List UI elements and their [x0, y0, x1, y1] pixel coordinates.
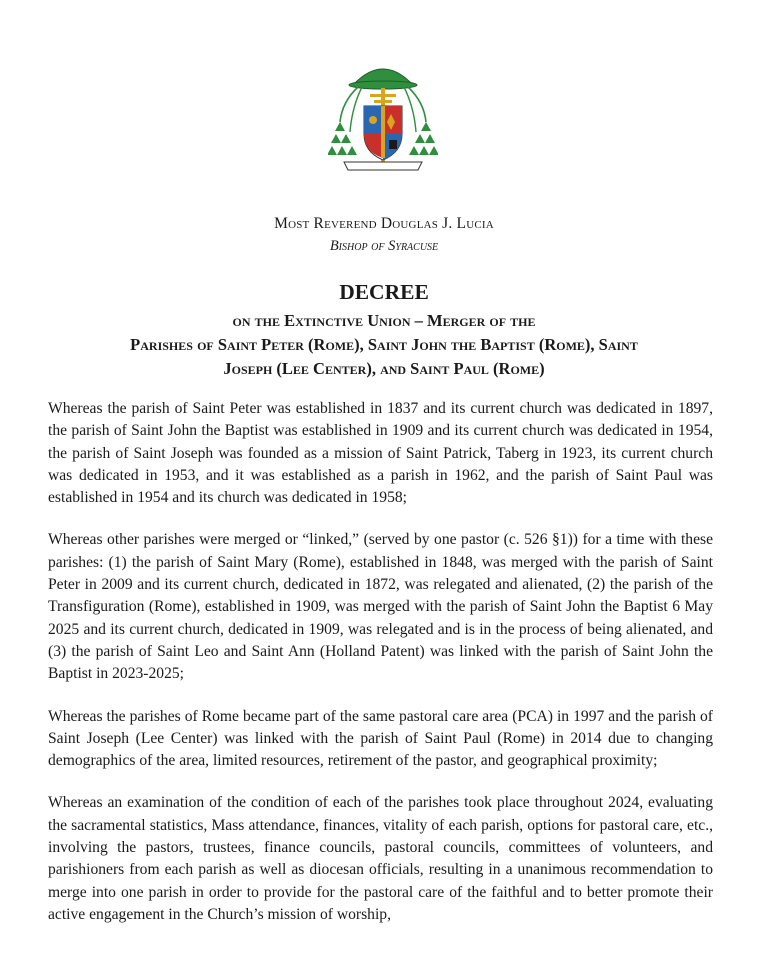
coat-of-arms-icon: [328, 52, 438, 180]
decree-heading: [48, 278, 720, 381]
whereas-paragraph-2: Whereas other parishes were merged or “linked,” (served by one pastor (c. 526 §1)) for a time with these parishes: (1) the parish of Saint Mary (Rome), established in 1848, was merged with the parish of Saint Peter in 2009 and its current church, dedicated in 1872, was relegated and alienated, (2) the parish of the Transfiguration (Rome), established in 1909, was merged with the parish of Saint John the Baptist 6 May 2025 and its current church, dedicated in 1909, was relegated and is in the process of being alienated, and (3) the parish of Saint Leo and Saint Ann (Holland Patent) was linked with the parish of Saint John the Baptist in 2023-2025;: [48, 531, 713, 683]
decree-subtitle-line-1: on the Extinctive Union – Merger of the: [232, 311, 536, 330]
decree-subtitle: [48, 309, 720, 381]
whereas-paragraph-1: Whereas the parish of Saint Peter was established in 1837 and its current church was dedicated in 1897, the parish of Saint John the Baptist was established in 1909 and its current church was dedicated in 1954, the parish of Saint Joseph was founded as a mission of Saint Patrick, Taberg in 1923, its current church was dedicated in 1953, and it was established as a parish in 1962, and the parish of Saint Paul was established in 1954 and its church was dedicated in 1958;: [48, 400, 713, 507]
decree-subtitle-line-2: Parishes of Saint Peter (Rome), Saint John the Baptist (Rome), Saint: [130, 335, 638, 354]
whereas-paragraph-3: Whereas the parishes of Rome became part of the same pastoral care area (PCA) in 1997 and the parish of Saint Joseph (Lee Center) was linked with the parish of Saint Paul (Rome) in 2014 due to changing demographics of the area, limited resources, retirement of the pastor, and geographical proximity;: [48, 707, 713, 770]
bishop-name: Most Reverend Douglas J. Lucia: [274, 215, 494, 232]
whereas-paragraph-4: Whereas an examination of the condition of each of the parishes took place throughout 2024, evaluating the sacramental statistics, Mass attendance, finances, vitality of each parish, options for pastoral care, etc., involving the pastors, trustees, finance councils, pastoral councils, committees of volunteers, and parishioners from each parish as well as diocesan officials, resulting in a unanimous recommendation to merge into one parish in order to provide for the pastoral care of the faithful and to better promote their active engagement in the Church’s mission of worship,: [48, 794, 713, 923]
decree-subtitle-line-3: Joseph (Lee Center), and Saint Paul (Rome): [223, 359, 545, 378]
letterhead: [0, 214, 768, 256]
decree-body: [48, 398, 713, 926]
decree-title: DECREE: [339, 280, 429, 304]
bishop-title: Bishop of Syracuse: [329, 238, 439, 254]
